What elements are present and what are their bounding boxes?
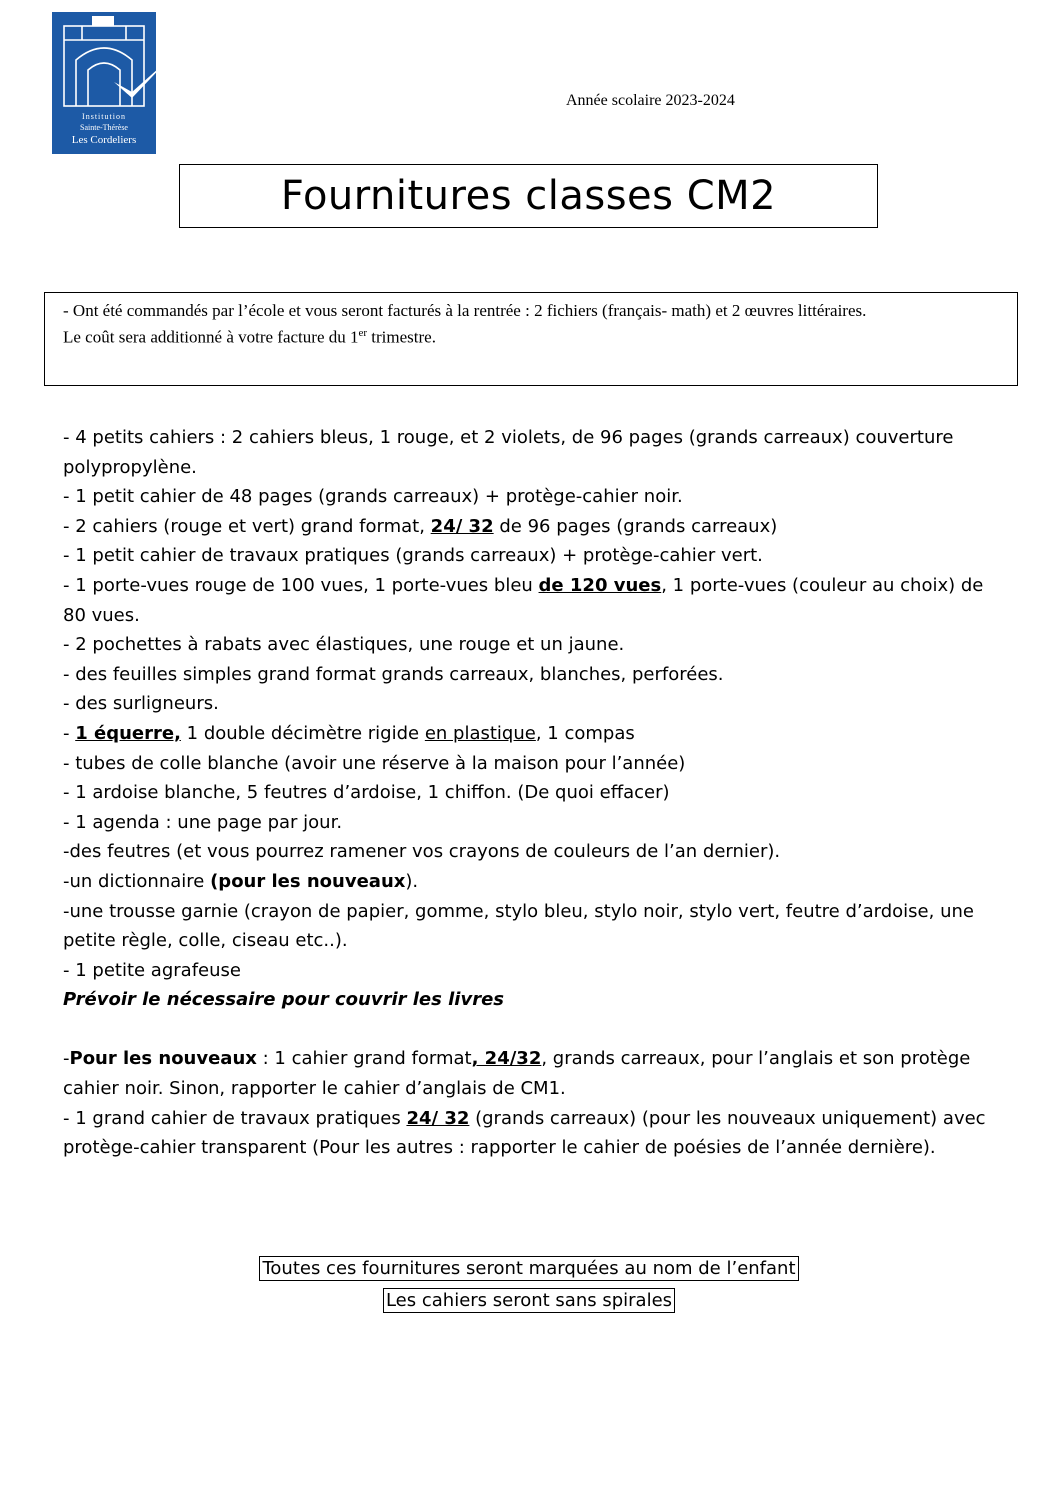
logo-line-sainte-therese: Sainte-Thérèse bbox=[80, 123, 128, 132]
supplies-list bbox=[63, 423, 993, 1163]
list-item bbox=[63, 867, 993, 897]
item-text: - bbox=[63, 1048, 70, 1070]
item-text: - bbox=[63, 722, 76, 744]
list-item: -une trousse garnie (crayon de papier, gomme, stylo bleu, stylo noir, stylo vert, feutre d’ardoise, une petite règle, colle, ciseau etc..). bbox=[63, 900, 974, 952]
item-emphasis: Pour les nouveaux bbox=[69, 1048, 257, 1070]
note-line-1: - Ont été commandés par l’école et vous seront facturés à la rentrée : 2 fichiers (français- math) et 2 œuvres littéraires. bbox=[63, 301, 867, 320]
footer-text-2: Les cahiers seront sans spirales bbox=[383, 1288, 675, 1313]
item-text: 1 double décimètre rigide bbox=[180, 722, 425, 744]
cover-books-note: Prévoir le nécessaire pour couvrir les livres bbox=[63, 989, 504, 1011]
item-emphasis: 1 équerre, bbox=[75, 722, 181, 744]
footer-text-1: Toutes ces fournitures seront marquées au nom de l’enfant bbox=[259, 1256, 798, 1281]
list-item bbox=[63, 1104, 993, 1163]
school-year: Année scolaire 2023-2024 bbox=[566, 92, 735, 109]
page-title: Fournitures classes CM2 bbox=[280, 173, 777, 219]
logo-line-les-cordeliers: Les Cordeliers bbox=[71, 134, 137, 146]
item-text: , 1 compas bbox=[535, 722, 635, 744]
spacer bbox=[63, 1015, 993, 1045]
item-text: , grands carreaux, pour l’anglais et son protège cahier noir. Sinon, rapporter le cahier d’anglais de CM1. bbox=[63, 1048, 971, 1100]
item-text: - 2 cahiers (rouge et vert) grand format, bbox=[63, 515, 431, 537]
list-item: - des feuilles simples grand format grands carreaux, blanches, perforées. bbox=[63, 663, 724, 685]
footer-note-2 bbox=[0, 1290, 1058, 1311]
list-item: - 2 pochettes à rabats avec élastiques, une rouge et un jaune. bbox=[63, 634, 625, 656]
list-item: - 1 petite agrafeuse bbox=[63, 959, 241, 981]
item-underline: en plastique bbox=[424, 722, 536, 744]
list-item: - des surligneurs. bbox=[63, 693, 219, 715]
title-box bbox=[179, 164, 878, 228]
list-item: - 4 petits cahiers : 2 cahiers bleus, 1 rouge, et 2 violets, de 96 pages (grands carreaux) couverture polypropylène. bbox=[63, 427, 954, 478]
note-line-2 bbox=[63, 322, 1009, 349]
list-item: - tubes de colle blanche (avoir une réserve à la maison pour l’année) bbox=[63, 752, 686, 774]
item-text: , 1 porte-vues (couleur au choix) de 80 vues. bbox=[63, 574, 984, 626]
item-emphasis: , 24/32 bbox=[471, 1048, 542, 1070]
list-item: -des feutres (et vous pourrez ramener vos crayons de couleurs de l’an dernier). bbox=[63, 841, 781, 863]
item-text: - 1 porte-vues rouge de 100 vues, 1 porte-vues bleu bbox=[63, 574, 539, 596]
list-item bbox=[63, 1044, 993, 1103]
list-item bbox=[63, 719, 993, 749]
item-text: ). bbox=[405, 870, 419, 892]
item-text: - 1 grand cahier de travaux pratiques bbox=[63, 1107, 407, 1129]
list-item bbox=[63, 512, 993, 542]
billing-note bbox=[44, 292, 1018, 386]
logo-line-institution: Institution bbox=[82, 112, 126, 121]
building-icon bbox=[52, 12, 170, 154]
footer-note-1 bbox=[0, 1258, 1058, 1279]
item-emphasis: de 120 vues bbox=[538, 574, 662, 596]
note-text-end: trimestre. bbox=[367, 327, 436, 347]
item-text: : 1 cahier grand format bbox=[256, 1048, 472, 1070]
item-emphasis: 24/ 32 bbox=[430, 515, 494, 537]
item-text: de 96 pages (grands carreaux) bbox=[493, 515, 778, 537]
note-superscript: er bbox=[358, 327, 368, 339]
school-logo bbox=[52, 12, 170, 154]
list-item: - 1 agenda : une page par jour. bbox=[63, 811, 343, 833]
item-text: -un dictionnaire bbox=[63, 870, 211, 892]
note-text: Le coût sera additionné à votre facture du 1 bbox=[63, 327, 359, 347]
item-emphasis: 24/ 32 bbox=[406, 1107, 470, 1129]
list-item: - 1 petit cahier de travaux pratiques (grands carreaux) + protège-cahier vert. bbox=[63, 545, 763, 567]
list-item: - 1 ardoise blanche, 5 feutres d’ardoise, 1 chiffon. (De quoi effacer) bbox=[63, 782, 670, 804]
item-text: (grands carreaux) (pour les nouveaux uniquement) avec protège-cahier transparent (Pour les autres : rapporter le cahier de poésies de l’année dernière). bbox=[63, 1107, 986, 1159]
list-item bbox=[63, 571, 993, 630]
item-emphasis: (pour les nouveaux bbox=[210, 870, 406, 892]
list-item: - 1 petit cahier de 48 pages (grands carreaux) + protège-cahier noir. bbox=[63, 486, 683, 508]
